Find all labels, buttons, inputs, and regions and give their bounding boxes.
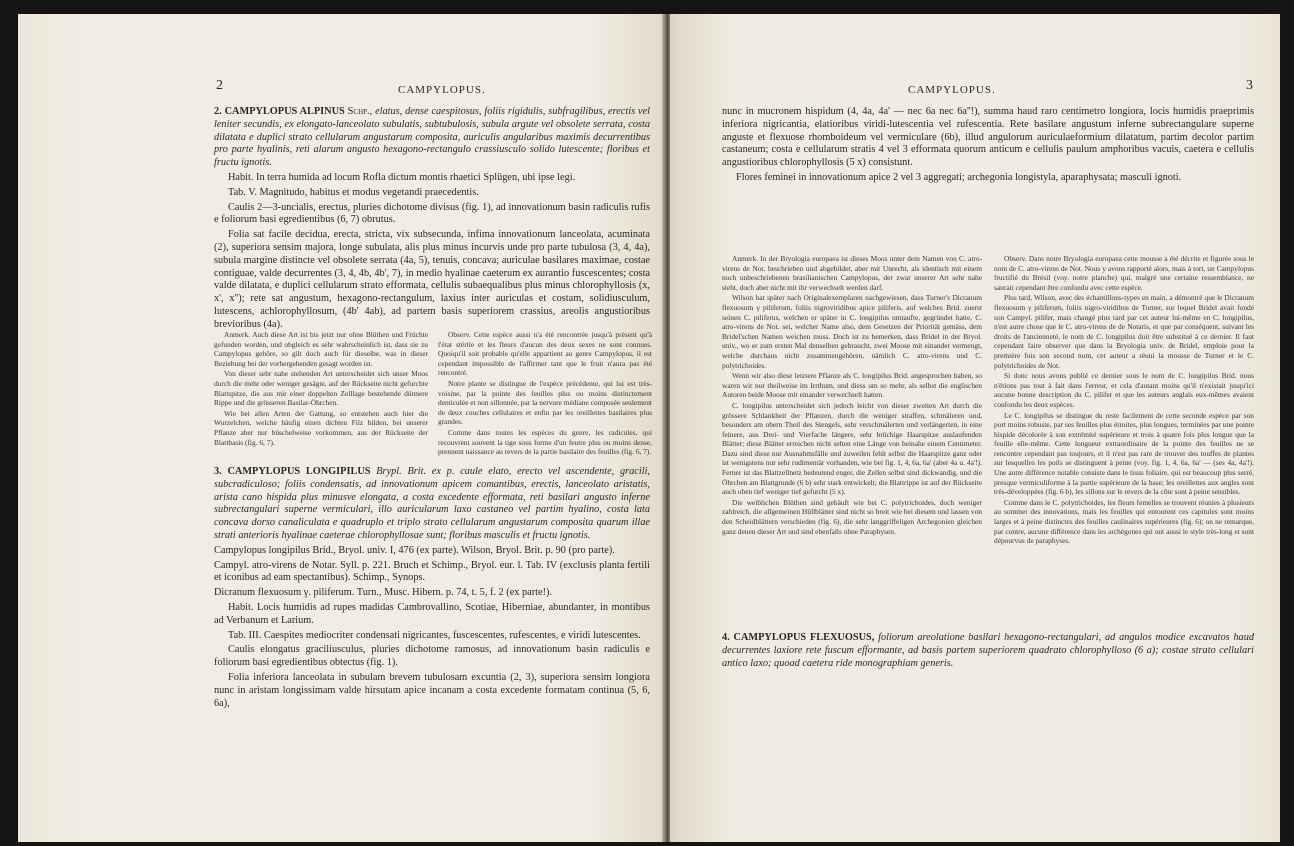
caulis-description: Caulis elongatus graciliusculus, pluries dichotome ramosus, ad innovationum basin radiculis e foliorum basi egredientibus obtectus (fig. 1). [214, 644, 650, 669]
left-page [18, 14, 664, 842]
note-paragraph: Comme dans toutes les espèces du genre, les radicules, qui recouvrent souvent la tige sous forme d'un feutre plus ou moins dense, prennent naissance au revers de la partie basilaire des feuilles (fig. 6, 7). [438, 427, 652, 457]
note-paragraph: Wenn wir also diese letztere Pflanze als C. longipilus Brid. angesprochen haben, so waren wir nur theilweise im Irrthum, und diess um so mehr, als selbst die englischen Autoren beide Moose mit einander verwechselt hatten. [722, 371, 982, 400]
species-diagnosis: foliorum areolatione basilari hexagono-rectangulari, ad angulos modice excavatos haud decurrentes laxiore rete fuscum efformante, ad basis partem superiorem quadrato chlorophylloso (6 a); costae strato cellulari antico laxo; quoad caetera ride monographiam generis. [722, 632, 1254, 669]
habitat: Habit. Locis humidis ad rupes madidas Cambrovallino, Scotiae, Hiberniae, abundanter, in montibus ad Verbanum et Larium. [214, 601, 650, 626]
species-heading: 2. CAMPYLOPUS ALPINUS [214, 106, 345, 117]
folia-description: Folia sat facile decidua, erecta, stricta, vix subsecunda, infima innovationum lanceolata, acuminata (2), superiora sensim majora, longe subulata, alis plus minus incurvis unde pro parte tubulosa (3, 4, 4a), subula margine distincte vel obsolete serrata (4a, 5), tenuis, concava; auriculae basilares maximae, costae contiguae, valde decurrentes (3, 4, 4b, 4b', 7), in medio hyalinae caeterum ex aurantio fuscescentes; costa valde dilatata, e duplici cellularum strato efformata, cellulis subaequalibus plus minus chlorophyllosis (x, x', x''); rete sat angustum, hexagono-rectangulum, laxius inter auriculas et costam, solidiusculum, lutescens, achlorophyllosum, (4b' 4ab), ad partem basis superiorem crassius, areolis angustioribus brevioribus (4a). [214, 229, 650, 330]
running-head: CAMPYLOPUS. [398, 84, 486, 96]
notes-french-left [438, 330, 652, 460]
synonym: Campyl. atro-virens de Notar. Syll. p. 221. Bruch et Schimp., Bryol. eur. l. Tab. IV (exclusis planta fertili et iconibus ad eam spectantibus). Schimp., Synops. [214, 559, 650, 584]
notes-german-left [214, 330, 428, 460]
running-head: CAMPYLOPUS. [908, 84, 996, 96]
folia-continuation: nunc in mucronem hispidum (4, 4a, 4a' — nec 6a nec 6a''!), summa haud raro centimetro longiora, locis humidis praeprimis inferiora nigricantia, elatioribus viridi-lutescentia vel rufescentia. Rete basilare angustum inferne subrectangulare superne anguste et flexuose rhomboideum vel vermiculare (6b), illud angulorum auriculaeformium dilatatum, partim decolor partim castaneum; costa e cellularum stratis 4 vel 3 efformata quorum anticum e cellulis paulum amphoribus vacuis, caetera e cellulis angustioribus chlorophyllosis (5 x) consistunt. [722, 106, 1254, 169]
book-spread [18, 14, 1280, 842]
page-number: 3 [1246, 78, 1253, 93]
flores-description: Flores feminei in innovationum apice 2 vel 3 aggregati; archegonia longistyla, aparaphysata; masculi ignoti. [736, 171, 1182, 183]
note-paragraph: Si donc nous avons publié ce dernier sous le nom de C. longipilus Brid. nous n'étions pas tout à fait dans l'erreur, et cela d'autant moins qu'il n'existait jusqu'ici aucune bonne description du C. pilifer et que les auteurs anglais eux-mêmes avaient confondu les deux espèces. [994, 371, 1254, 409]
entry-4 [722, 632, 1254, 672]
note-paragraph: Anmerk. In der Bryologia europaea ist dieses Moos unter dem Namen von C. atro-virens de Not. beschrieben und abgebildet, aber mit Unrecht, als identisch mit einem noch unbeschriebenen brasilianischen Campylopus, der zwar unserer Art sehr nahe steht, doch aber nicht mit ihr verwechselt werden darf. [722, 254, 982, 292]
note-paragraph: Notre plante se distingue de l'espèce précédente, qui lui est très-voisine, par la pointe des feuilles plus ou moins distinctement denticulée et non sillonnée, par la nervure médiane composée seulement de deux couches cellulaires et enfin par les oreillettes basilaires plus grandes. [438, 378, 652, 427]
entry-3-continuation [722, 106, 1254, 187]
note-paragraph: Le C. longipilus se distingue du reste facilement de cette seconde espèce par son port moins robuste, par ses feuilles plus étroites, plus longues, terminées par une pointe hispide décolorée à son extrémité supérieure et trois à quatre fois plus longue que la feuille elle-même. Cette longueur extraordinaire de la pointe des feuilles ne se rencontre cependant pas toujours, et il n'est pas rare de trouver des touffes de plantes sur lesquelles les poils se distinguent à peine (voy. fig. 1, 4, 6a, 6a' — (ses 4a, 4a'!). Une autre différence notable consiste dans le tissu foliaire, qui est beaucoup plus serré, presque vermiculiforme à la partie supérieure de la base; les oreillettes aux angles sont très-développées (fig. 6 b), les sillons sur le revers de la côte sont à peine sensibles. [994, 410, 1254, 497]
species-author: Schp., [347, 106, 373, 117]
synonym: Dicranum flexuosum γ. piliferum. Turn., Musc. Hibern. p. 74, t. 5, f. 2 (ex parte!). [214, 587, 552, 599]
species-diagnosis: caule elato, erecto vel ascendente, gracili, subcradiculoso; foliis condensatis, ad innovationum apicem comantibus, erectis, lanceolato aristatis, arista cano hispida plus minusve elongata, a costa excedente efformata, reti basilari angusto inferne subrectangulari superne vermiculari, illo auricularum laxo castaneo vel partim hyalino, costa lata concava dorso canaliculata e quadruplo et triplo strato cellularum angustarum composita quarum illae strati anterioris hyalinae caeterae chlorophyllosae sunt; floribus masculis et fructu ignotis. [214, 466, 651, 541]
note-paragraph: Anmerk. Auch diese Art ist bis jetzt nur ohne Blüthen und Früchte gefunden worden, und obgleich es sehr wahrscheinlich ist, dass sie zu Campylopus gehöre, so gilt doch auch für dieselbe, was in dieser Beziehung bei der vorhergehenden gesagt worden ist. [214, 330, 428, 368]
note-paragraph: Observ. Dans notre Bryologia europaea cette mousse a été décrite et figurée sous le nom de C. atro-virens de Not. Nous y avons rapporté alors, mais à tort, un Campylopus fructifié du Brésil (voy. notre planche) qui, malgré une certaine ressemblance, ne saurait cependant être confondu avec cette espèce. [994, 254, 1254, 292]
note-paragraph: Plus tard, Wilson, avec des échantillons-types en main, a démontré que le Dicranum flexuosum γ piliferum, foliis nigro-viridibus de Turner, sur lequel Bridel avait fondé son Campyl. pilifer, mais changé plus tard par cet auteur lui-même en C. longipilus, n'est autre chose que le C. atro-virens de de Notaris, et que par conséquent, suivant les droits de l'ancienneté, le nom de C. longipilus doit être substitué à ce dernier. Il faut cependant faire observer que dans la Bryologia univ. de Bridel, emploie pour la première fois son second nom, cet auteur a réuni la mousse de Turner et le C. polytrichoides de Not. [994, 293, 1254, 370]
note-paragraph: C. longipilus unterscheidet sich jedoch leicht von dieser zweiten Art durch die grössere Schlankheit der Pflanzen, durch die weniger straffen, schmäleren und, besonders am obern Theil des Stengels, sehr verschmälerten und verlängerten, in eine feinere, aus Drei- und Vierfache längere, sehr brüchige Haarspitze auslaufenden Blätter; diese Blätter erreichen nicht selten eine Länge von beinahe einem Centimeter. Dazu sind diese nur Ausnahmsfälle und zuweilen fehlt selbst die Haarspitze ganz oder ist wenigstens nur sehr rudimentär vorhanden, wie bei fig. 1, 4, 6a, 6a' (aber 4a u. 4a'!). Ferner ist das Blattzellnetz bedeutend enger, die Zellen selbst sind dickwandig, und die Öhrchen am Blattgrunde (6 b) sehr stark entwickelt; die Blattrippe ist auf der Rückseite auch oben tief weniger tief gefurcht (5 x). [722, 400, 982, 497]
species-heading: 3. CAMPYLOPUS LONGIPILUS [214, 466, 371, 477]
species-author: Brypl. Brit. ex p. [376, 466, 455, 477]
folia-description: Folia inferiora lanceolata in subulam brevem tubulosam excuntia (2, 3), superiora sensim longiora nunc in aristam longissimam valde hirsutam apice incanam a costa excedente formatam continua (5, 6, 6a), [214, 671, 650, 709]
plate-reference: Tab. V. Magnitudo, habitus et modus vegetandi praecedentis. [228, 186, 479, 198]
species-diagnosis: elatus, dense caespitosus, foliis rigidulis, subfragilibus, erectis vel leniter secundis, ex elongato-lanceolato subulatis, subtubulosis, subula argute vel obsolete serrata, costa dilatata e duplici strato cellularum angustarum composita, auriculis angularibus maximis decurrentibus pro parte hyalinis, reti alarum angusto hexagono-rectangulo crassiusculo solido lutescente; floribus et fructu ignotis. [214, 106, 650, 169]
entry-2 [214, 106, 650, 334]
synonym: Campylopus longipilus Brid., Bryol. univ. I, 476 (ex parte). Wilson, Bryol. Brit. p. 90 (pro parte). [214, 544, 615, 556]
right-page [670, 14, 1280, 842]
caulis-description: Caulis 2—3-uncialis, erectus, pluries dichotome divisus (fig. 1), ad innovationum basin radiculis rufis e foliorum basi egredientibus (6, 7) obrutus. [214, 201, 650, 226]
note-paragraph: Die weiblichen Blüthen sind gehäuft wie bei C. polytrichoides, doch weniger zahlreich, die allgemeinen Hüllblätter sind nicht so breit wie bei diesem und lassen von den Scheidblättern verschieden (fig. 6), die sehr langgriffeligen Archegonien gleichen ganz denen dieser Art und sind ebenfalls ohne Paraphysen. [722, 497, 982, 536]
note-paragraph: Wie bei allen Arten der Gattung, so entstehen auch hier die Wurzelchen, welche häufig einen dichten Filz bilden, bei unserer Pflanze aber nur büschelweise vorkommen, aus der Rückseite der Blattbasis (fig. 6, 7). [214, 408, 428, 447]
notes-german-right [722, 254, 982, 626]
note-paragraph: Comme dans le C. polytrichoides, les fleurs femelles se trouvent réunies à plusieurs au sommet des innovations, mais les feuilles qui entourent ces capitules sont moins larges et à peine distinctes des feuilles caulinaires supérieures (fig. 6); on ne remarque, par contre, aucune différence dans les archégones qui ont aussi le style très-long et sont dépourvus de paraphyses. [994, 497, 1254, 546]
species-heading: 4. CAMPYLOPUS FLEXUOSUS, [722, 632, 875, 643]
habitat: Habit. In terra humida ad locum Rofla dictum montis rhaetici Splügen, ubi ipse legi. [228, 171, 576, 183]
notes-french-right [994, 254, 1254, 626]
note-paragraph: Von dieser sehr nahe stehenden Art unterscheidet sich unser Moos durch die mehr oder weniger gesägte, auf der Rückseite nicht gefurchte Blattspitze, die aus mir einer doppelten Zelllage bestehende dünnere Rippe und die grösseren Basilar-Öhrchen. [214, 369, 428, 408]
note-paragraph: Observ. Cette espèce aussi n'a été rencontrée jusqu'à présent qu'à l'état stérile et les fleurs d'aucun des deux sexes ne sont connues. Quoiqu'il soit probable qu'elle appartient au genre Campylopus, il est cependant impossible de l'affirmer tant que le fruit n'aura pas été rencontré. [438, 330, 652, 378]
note-paragraph: Wilson hat später nach Originalexemplaren nachgewiesen, dass Turner's Dicranum flexuosum γ piliferum, foliis nigroviridibus apice piliferis, auf welches Brid. zuerst seinen C. piliferus, welchen er später in C. longipilus umtaufte, gegründet hatte, C. atro-virens de Not. sei, welcher Name also, dem Gesetzen der Priorität gemäss, dem Bridel'schen Namen weichen muss. Doch ist zu bemerken, dass Bridel in der Bryol. univ., wo er zum ersten Mal denselben gebraucht, zwei Moose mit einander vermengt, welche durchaus nicht zusammengehören, nämlich C. atro-virens und C. polytrichoides. [722, 293, 982, 370]
plate-reference: Tab. III. Caespites mediocriter condensati nigricantes, fuscescentes, rufescentes, e viridi lutescentes. [228, 629, 641, 641]
page-number: 2 [216, 78, 223, 93]
entry-3 [214, 466, 650, 712]
